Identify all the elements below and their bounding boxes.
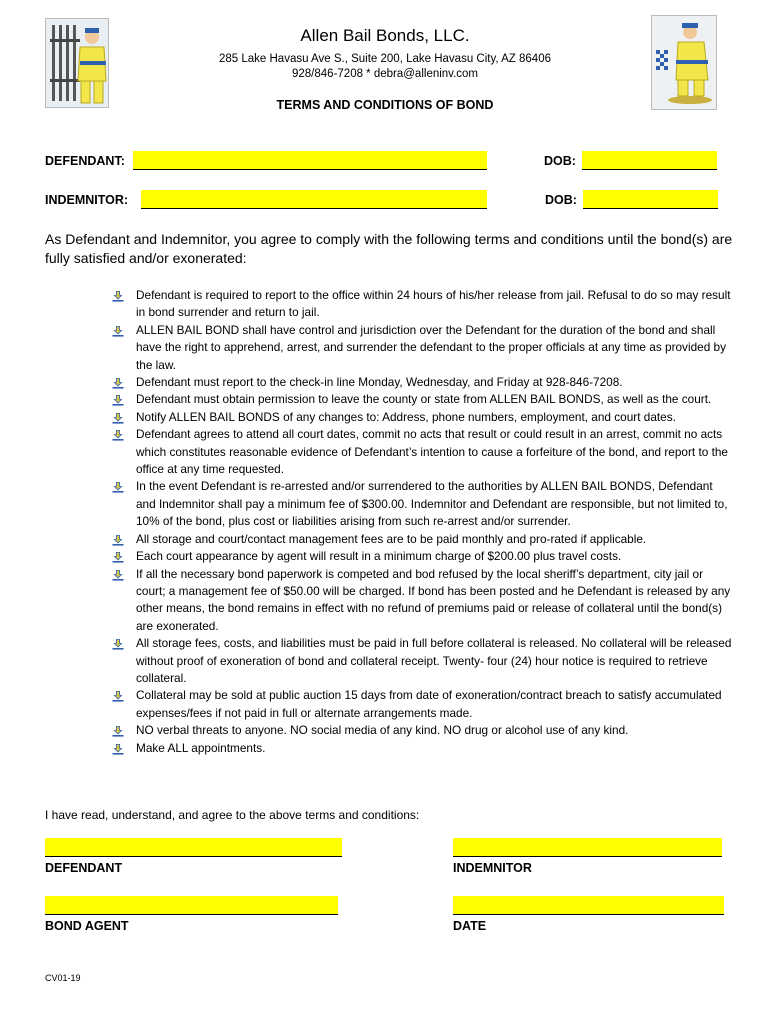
term-item [112,478,732,530]
term-item [112,287,732,322]
term-item [112,635,732,687]
term-item [112,374,732,391]
term-item [112,322,732,374]
indemnitor-dob-field[interactable] [583,190,718,209]
indemnitor-label: INDEMNITOR: [45,193,129,207]
term-text: In the event Defendant is re-arrested and/or surrendered to the authorities by ALLEN BAIL BONDS, Defendant and Indemnitor shall pay a minimum fee of $300.00. Indemnitor and Defendant are responsible, but not limited to, 10% of the bond, plus cost or liabilities arising from such re-arrest and/or surrender. [136,479,728,529]
intro-paragraph: As Defendant and Indemnitor, you agree to comply with the following terms and conditions until the bond(s) are fully satisfied and/or exonerated: [45,231,733,266]
indemnitor-row [45,190,725,212]
bond-agent-signature-field[interactable] [45,896,338,915]
term-text: All storage and court/contact management fees are to be paid monthly and pro-rated if applicable. [136,531,647,546]
indemnitor-signature-label: INDEMNITOR [453,861,532,875]
term-item [112,566,732,636]
term-text: If all the necessary bond paperwork is competed and bod refused by the local sheriff’s department, city jail or court; a management fee of $50.00 will be charged. If bond has been posted and he Defendant is released by any other means, the bond remains in effect with no refund of premiums paid or release of collateral until the bond(s) are exonerated. [136,566,731,633]
term-text: All storage fees, costs, and liabilities must be paid in full before collateral is released. No collateral will be released without proof of exoneration of bond and collateral receipt. Twenty- four (24) hour notice is required to retrieve collateral. [136,636,732,685]
defendant-row [45,151,725,173]
defendant-name-field[interactable] [133,151,487,170]
form-code: CV01-19 [45,973,81,983]
document-title: TERMS AND CONDITIONS OF BOND [276,98,494,112]
arrow-bullet-icon [112,743,124,755]
date-label: DATE [453,919,487,933]
defendant-signature-label: DEFENDANT [45,861,123,875]
term-text: Defendant must report to the check-in line Monday, Wednesday, and Friday at 928-846-7208. [136,375,623,390]
term-item [112,409,732,426]
letterhead [0,26,770,82]
company-address: 285 Lake Havasu Ave S., Suite 200, Lake Havasu City, AZ 86406 [218,53,551,65]
term-item [112,426,732,478]
indemnitor-signature-field[interactable] [453,838,722,857]
defendant-signature-field[interactable] [45,838,342,857]
term-text: NO verbal threats to anyone. NO social media of any kind. NO drug or alcohol use of any kind. [136,723,629,738]
terms-list [112,287,732,757]
defendant-dob-field[interactable] [582,151,717,170]
arrow-bullet-icon [112,377,124,389]
arrow-bullet-icon [112,725,124,737]
arrow-bullet-icon [112,325,124,337]
company-name: Allen Bail Bonds, LLC. [300,26,470,45]
term-text: Defendant must obtain permission to leave the county or state from ALLEN BAIL BONDS, as well as the court. [136,392,712,407]
arrow-bullet-icon [112,429,124,441]
agreement-statement: I have read, understand, and agree to the above terms and conditions: [45,808,420,822]
term-item [112,687,732,722]
indemnitor-dob-label: DOB: [545,193,577,207]
arrow-bullet-icon [112,481,124,493]
term-item [112,531,732,548]
term-text: Defendant agrees to attend all court dates, commit no acts that result or could result in an arrest, commit no acts which constitutes reasonable evidence of Defendant’s intention to cause a forfeiture of the bond, and report to the office at any time requested. [136,427,728,477]
arrow-bullet-icon [112,412,124,424]
term-text: Notify ALLEN BAIL BONDS of any changes to: Address, phone numbers, employment, and court dates. [136,409,676,424]
defendant-label: DEFENDANT: [45,154,125,168]
defendant-dob-label: DOB: [544,154,576,168]
arrow-bullet-icon [112,551,124,563]
arrow-bullet-icon [112,569,124,581]
arrow-bullet-icon [112,534,124,546]
term-text: Each court appearance by agent will result in a minimum charge of $200.00 plus travel costs. [136,549,622,564]
bond-agent-signature-label: BOND AGENT [45,919,129,933]
date-signature-block [453,896,724,933]
arrow-bullet-icon [112,690,124,702]
term-item [112,548,732,565]
term-text: Collateral may be sold at public auction 15 days from date of exoneration/contract breach to satisfy accumulated expenses/fees if not paid in full or alternate arrangements made. [136,688,722,720]
term-item [112,391,732,408]
term-text: Defendant is required to report to the office within 24 hours of his/her release from jail. Refusal to do so may result in bond surrender and return to jail. [136,288,731,320]
term-item [112,722,732,739]
term-text: Make ALL appointments. [136,740,266,755]
arrow-bullet-icon [112,290,124,302]
defendant-signature-block [45,838,342,875]
indemnitor-signature-block [453,838,722,875]
term-text: ALLEN BAIL BOND shall have control and jurisdiction over the Defendant for the duration of the bond and shall have the right to apprehend, arrest, and surrender the defendant to the proper officials at any time as provided by the law. [136,322,726,372]
company-contact: 928/846-7208 * debra@alleninv.com [292,68,478,80]
indemnitor-name-field[interactable] [141,190,487,209]
date-field[interactable] [453,896,724,915]
term-item [112,740,732,757]
arrow-bullet-icon [112,638,124,650]
arrow-bullet-icon [112,394,124,406]
bond-agent-signature-block [45,896,338,933]
